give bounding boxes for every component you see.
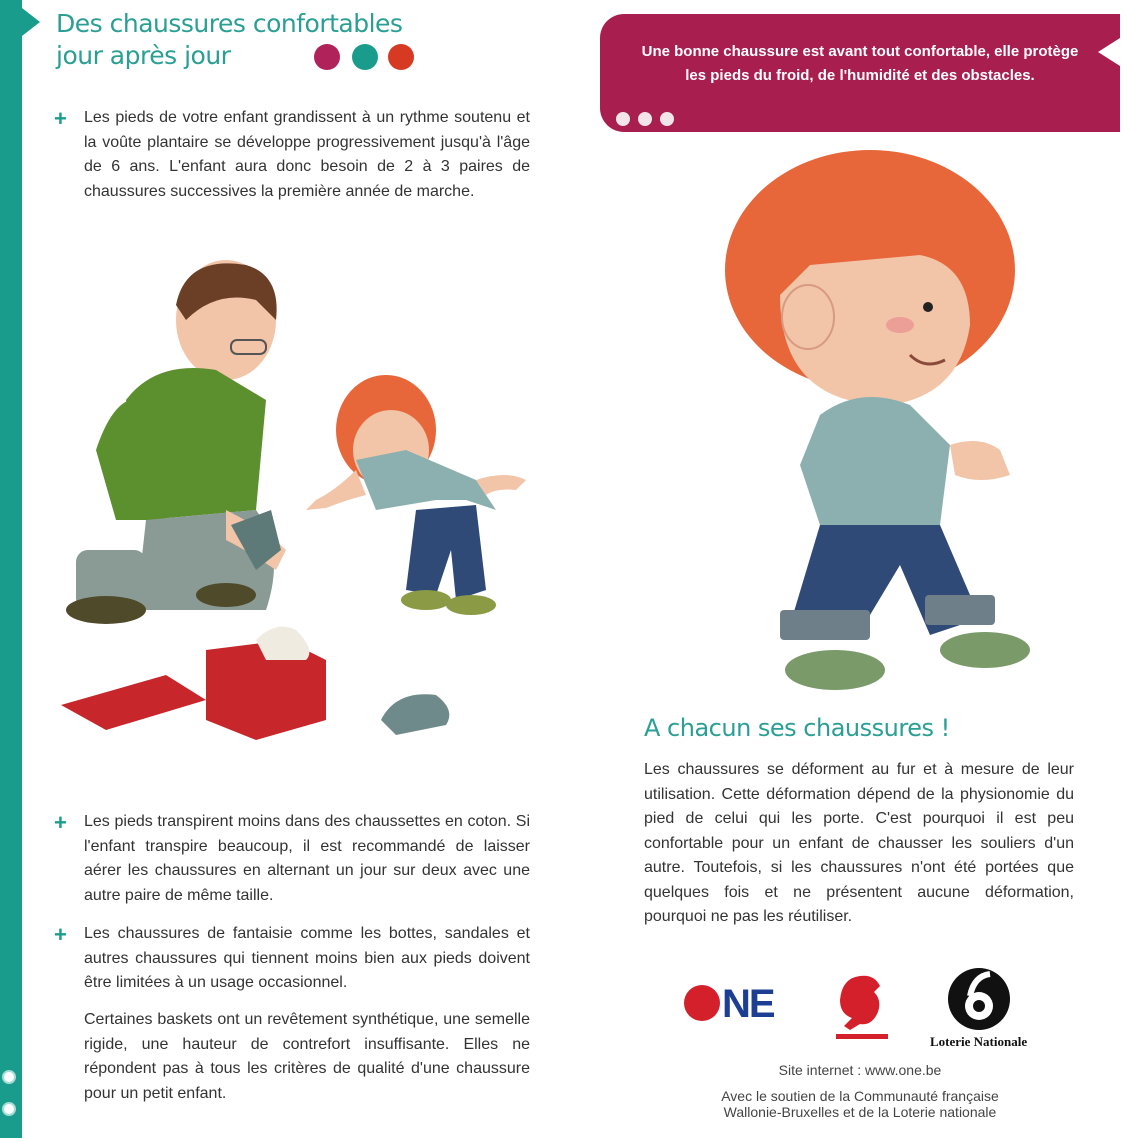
support-line-2: Wallonie-Bruxelles et de la Loterie nationale: [723, 1104, 997, 1120]
callout-dot-icon: [616, 112, 630, 126]
red-dot-icon: [388, 44, 414, 70]
bullet-text-growth: Les pieds de votre enfant grandissent à un rythme soutenu et la voûte plantaire se développe progressivement jusqu'à l'âge de 6 ans. L'enfant aura donc besoin de 2 à 3 paires de chaussures successives la première année de marche.: [84, 109, 530, 200]
bullet-text-cotton-socks: Les pieds transpirent moins dans des chaussettes en coton. Si l'enfant transpire beaucoup, il est recommandé de laisser aérer les chaussures en alternant un jour sur deux avec une autre paire de même taille.: [84, 813, 530, 904]
plus-bullet-icon: +: [54, 922, 67, 947]
callout-dot-icon: [638, 112, 652, 126]
one-logo-text: NE: [722, 982, 774, 1026]
one-logo-circle: [684, 985, 720, 1021]
callout-dot-icon: [660, 112, 674, 126]
sidebar-dot-icon: [2, 1070, 16, 1084]
paragraph-shoe-deformation: Les chaussures se déforment au fur et à mesure de leur utilisation. Cette déformation dépend de la physionomie du pied de celui qui les porte. C'est pourquoi il est peu confortable pour un enfant de chausser les souliers d'un autre. Toutefois, si les chaussures n'ont été portées que quelques fois et ne présentent aucune déformation, pourquoi ne pas les réutiliser.: [644, 761, 1074, 925]
illustration-walking-child: [700, 145, 1060, 705]
partner-logos: [680, 966, 1050, 1050]
illustration-father-child-shoes: [56, 250, 536, 750]
paragraph-sneakers: Certaines baskets ont un revêtement synthétique, une semelle rigide, une hauteur de contrefort insuffisante. Elles ne répondent pas à tous les critères de qualité d'une chaussure pour un petit enfant.: [84, 1011, 530, 1102]
plus-bullet-icon: +: [54, 810, 67, 835]
website-link[interactable]: Site internet : www.one.be: [778, 1062, 942, 1078]
section-subtitle: A chacun ses chaussures !: [644, 714, 950, 742]
magenta-dot-icon: [314, 44, 340, 70]
left-sidebar-strip: [0, 0, 22, 1138]
loterie-nationale-logo-icon: [946, 966, 1012, 1032]
teal-dot-icon: [352, 44, 378, 70]
callout-banner: [600, 14, 1120, 132]
page-title-line2: jour après jour: [56, 41, 231, 70]
rooster-logo-icon: [830, 970, 894, 1042]
loterie-nationale-label: Loterie Nationale: [930, 1034, 1028, 1049]
sidebar-tab-arrow: [22, 8, 40, 36]
sidebar-dot-icon: [2, 1102, 16, 1116]
page-title-line1: Des chaussures confortables: [56, 9, 403, 38]
bullet-text-fantasy-shoes: Les chaussures de fantaisie comme les bottes, sandales et autres chaussures qui tiennent moins bien aux pieds doivent être limitées à un usage occasionnel.: [84, 925, 530, 991]
callout-notch: [1098, 38, 1120, 66]
one-logo: [684, 984, 774, 1024]
support-line-1: Avec le soutien de la Communauté française: [721, 1088, 999, 1104]
callout-text: Une bonne chaussure est avant tout confortable, elle protège les pieds du froid, de l'humidité et des obstacles.: [641, 43, 1079, 84]
plus-bullet-icon: +: [54, 106, 67, 131]
